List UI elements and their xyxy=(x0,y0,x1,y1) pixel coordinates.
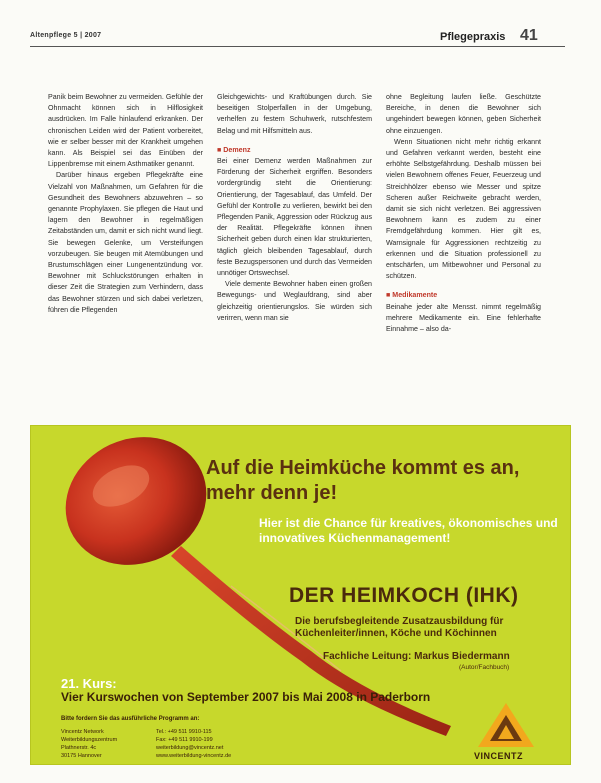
ad-lead-note: (Autor/Fachbuch) xyxy=(459,664,510,671)
paragraph: Bei einer Demenz werden Maßnahmen zur Förderung der Sicherheit ergriffen. Besonders vordergründig steht die Orientierung: Orientierung, der Tagesablauf, das Umfeld. Der Gefühl der Kontrolle zu verlieren, bewirkt bei den Pflegenden Panik, Aggression oder Rückzug aus der Realität. Pflegekräfte können ihnen Sicherheit geben durch einen klar strukturierten, täglich gleich bleibenden Tagesablauf, durch feste Bezugspersonen und durch das Vermeiden unnötiger Ortswechsel. xyxy=(217,157,372,278)
page-number: 41 xyxy=(520,27,538,44)
ad-contact-address xyxy=(61,728,117,760)
page-header xyxy=(0,28,601,48)
logo-wordmark: VINCENTZ xyxy=(474,751,523,761)
contact-fax: Fax: +49 511 9910-199 xyxy=(156,737,213,743)
contact-line: Weiterbildungszentrum xyxy=(61,737,118,743)
paragraph: Wenn Situationen nicht mehr richtig erkannt und Gefahren verkannt werden, besteht eine erhöhte Selbstgefährdung. Deshalb müssen bei vielen Bewohnern offenes Feuer, Feuerzeug und Streichhölzer ebenso wie Messer und spitze Scheren außer Reichweite gebracht werden, damit sie sich nicht verletzen. Bei aggressiven Bewohnern kann es zudem zu einer Fremdgefährdung kommen. Hier gilt es, Warnsignale für Aggressionen rechtzeitig zu erkennen und die Situation professionell zu entschärfen, um Mitbewohner und Personal zu schützen. xyxy=(386,137,541,281)
bullet-icon: ■ xyxy=(217,145,222,154)
subheading-text: Medikamente xyxy=(392,291,438,300)
article-column-1 xyxy=(48,92,203,316)
ad-description: Die berufsbegleitende Zusatzausbildung für Küchenleiter/innen, Köche und Köchinnen xyxy=(295,616,504,639)
header-rule xyxy=(30,46,565,47)
paragraph: Gleichgewichts- und Kraftübungen durch. Sie beseitigen Stolperfallen in der Umgebung, verhelfen zu festem Schuhwerk, rutschfestem Belag und mit Hilfsmitteln aus. xyxy=(217,93,372,135)
contact-line: Vincentz Network xyxy=(61,729,104,735)
paragraph: ohne Begleitung laufen ließe. Geschützte Bereiche, in denen die Bewohner sich ungehindert bewegen können, geben Sicherheit ohne einzuengen. xyxy=(386,93,541,135)
section-title: Pflegepraxis xyxy=(440,31,506,43)
ad-course-number: 21. Kurs: xyxy=(61,676,117,691)
paragraph: Panik beim Bewohner zu vermeiden. Gefühle der Ohnmacht können sich in Hilflosigkeit ausdrücken. Im Falle hinlaufend erkranken. Der chronischen Leiden wird der Patient vorbereitet, wie er selber besser mit der Krankheit umgehen kann. Als Beispiel sei das Einüben der Lippenbremse mit einem Asthmatiker genannt. xyxy=(48,93,203,169)
contact-phone: Tel.: +49 511 9910-115 xyxy=(156,729,212,735)
advertisement[interactable] xyxy=(30,425,571,765)
issue-label: Altenpflege 5 | 2007 xyxy=(30,32,102,39)
ad-lead: Fachliche Leitung: Markus Biedermann xyxy=(323,651,510,662)
paragraph: Viele demente Bewohner haben einen großen Bewegungs- und Weglaufdrang, sind aber gleichzeitig orientierungslos. Sie würden sich verirren, wenn man sie xyxy=(217,280,372,322)
article-column-3 xyxy=(386,92,541,335)
subheading-demenz xyxy=(217,145,372,156)
paragraph: Beinahe jeder alte Mensst. nimmt regelmäßig mehrere Medikamente ein. Eine fehlerhafte Einnahme – also da- xyxy=(386,302,541,334)
ad-headline: Auf die Heimküche kommt es an, mehr denn je! xyxy=(206,457,520,504)
bullet-icon: ■ xyxy=(386,291,391,300)
contact-line: Plathnerstr. 4c xyxy=(61,745,97,751)
ad-course-dates: Vier Kurswochen von September 2007 bis Mai 2008 in Paderborn xyxy=(61,690,431,704)
contact-line: 30175 Hannover xyxy=(61,753,102,759)
subheading-medikamente xyxy=(386,290,541,301)
ad-subline: Hier ist die Chance für kreatives, ökonomisches und innovatives Küchenmanagement! xyxy=(259,516,558,545)
contact-website[interactable]: www.weiterbildung-vincentz.de xyxy=(156,753,232,759)
ad-contact-heading: Bitte fordern Sie das ausführliche Programm an: xyxy=(61,716,200,722)
ad-contact-details[interactable] xyxy=(156,728,231,760)
contact-email[interactable]: weiterbildung@vincentz.net xyxy=(156,745,224,751)
ad-title: DER HEIMKOCH (IHK) xyxy=(289,584,519,607)
paragraph: Darüber hinaus ergeben Pflegekräfte eine Vielzahl von Maßnahmen, um Gefahren für die Gesundheit des Bewohners abzuwehren – so genannte Prophylaxen. Sie pflegen die Haut und lagern den Bewohner in regelmäßigen Zeitabständen um, damit er sich nicht wund liegt. Sie bewegen Gelenke, um Versteifungen vorzubeugen. Sie beugen mit Atemübungen und Brustumschlägen einer Lungenentzündung vor. Bewohner mit Schluckstörungen erhalten in dieser Zeit die Strategien zum Verhindern, dass das Bewohner stürzen und sich dabei verletzen, führen die Pflegenden xyxy=(48,171,203,314)
article-column-2 xyxy=(217,92,372,324)
vincentz-logo-icon xyxy=(476,701,536,751)
subheading-text: Demenz xyxy=(223,145,251,154)
